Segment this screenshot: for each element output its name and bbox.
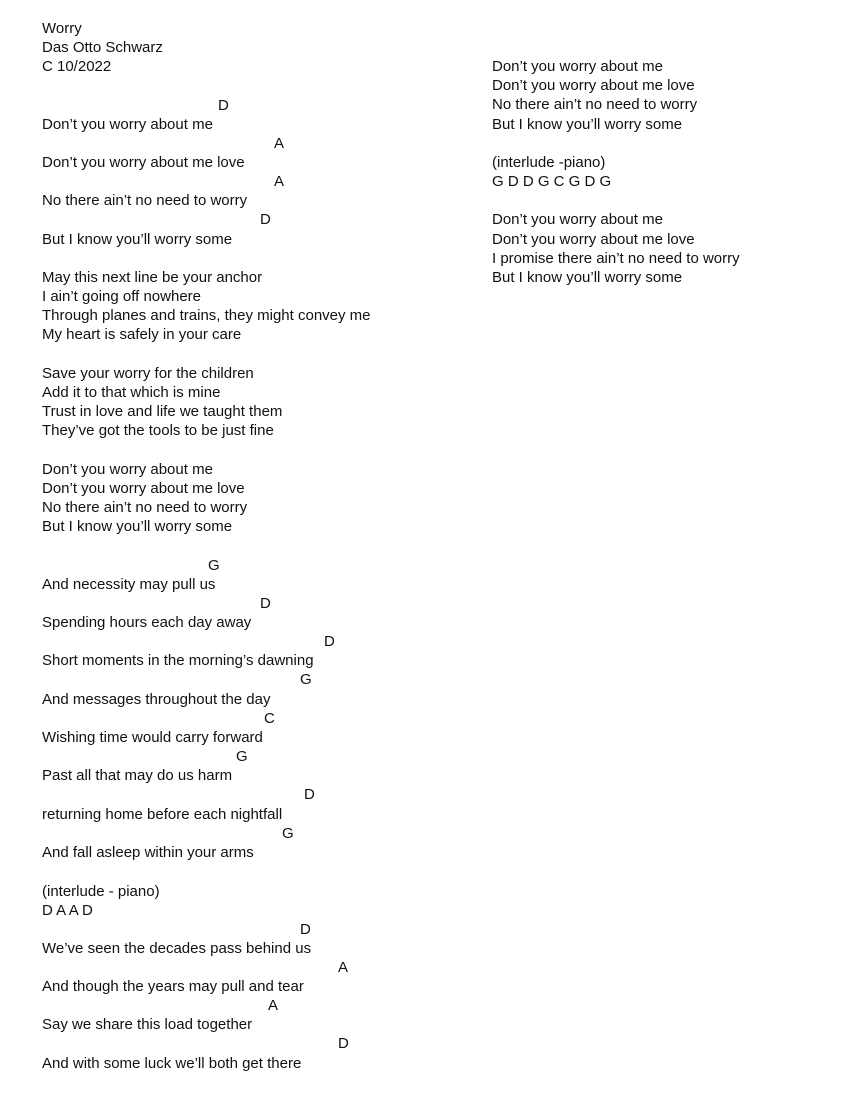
chord: A <box>274 173 285 190</box>
interlude-label: (interlude -piano) <box>492 154 606 171</box>
chord: D <box>218 97 229 114</box>
lyric-line: And fall asleep within your arms <box>42 844 254 861</box>
lyric-line: Don’t you worry about me <box>492 58 663 75</box>
chord: D <box>338 1035 349 1052</box>
lyric-line: Save your worry for the children <box>42 365 254 382</box>
chord: D <box>300 921 311 938</box>
lyric-line: Don’t you worry about me love <box>492 77 695 94</box>
chord: C <box>264 710 275 727</box>
lyric-line: And though the years may pull and tear <box>42 978 304 995</box>
chord: D <box>260 595 271 612</box>
lyric-line: Don’t you worry about me <box>42 461 213 478</box>
lyric-line: And necessity may pull us <box>42 576 216 593</box>
lyric-line: And with some luck we’ll both get there <box>42 1055 302 1072</box>
lyric-line: We’ve seen the decades pass behind us <box>42 940 312 957</box>
lyric-line: Short moments in the morning’s dawning <box>42 652 314 669</box>
lyric-line: Don’t you worry about me love <box>42 154 245 171</box>
lyric-line: I ain’t going off nowhere <box>42 288 202 305</box>
chord: A <box>274 135 285 152</box>
chord: A <box>268 997 279 1014</box>
lyric-line: They’ve got the tools to be just fine <box>42 422 274 439</box>
lyric-line: No there ain’t no need to worry <box>42 192 248 209</box>
interlude-chords: D A A D <box>42 902 93 919</box>
lyric-line: No there ain’t no need to worry <box>492 96 698 113</box>
lyric-line: And messages throughout the day <box>42 691 271 708</box>
lyric-line: Say we share this load together <box>42 1016 253 1033</box>
lyric-line: But I know you’ll worry some <box>492 116 683 133</box>
song-title: Worry <box>42 20 82 37</box>
lyric-line: But I know you’ll worry some <box>492 269 683 286</box>
lyric-line: Don’t you worry about me love <box>42 480 245 497</box>
lyric-line: May this next line be your anchor <box>42 269 263 286</box>
interlude-chords: G D D G C G D G <box>492 173 612 190</box>
chord: G <box>208 557 220 574</box>
lyric-line: returning home before each nightfall <box>42 806 283 823</box>
chord: A <box>338 959 349 976</box>
lyric-line: Past all that may do us harm <box>42 767 233 784</box>
lyric-line: Don’t you worry about me love <box>492 231 695 248</box>
lyric-line: Don’t you worry about me <box>492 211 663 228</box>
chord: D <box>324 633 335 650</box>
lyric-line: I promise there ain’t no need to worry <box>492 250 740 267</box>
song-copyright: C 10/2022 <box>42 58 112 75</box>
chord: D <box>260 211 271 228</box>
chord: D <box>304 786 315 803</box>
lyric-line: Spending hours each day away <box>42 614 252 631</box>
lyric-line: My heart is safely in your care <box>42 326 242 343</box>
lyric-line: Wishing time would carry forward <box>42 729 263 746</box>
lyric-line: Add it to that which is mine <box>42 384 221 401</box>
lyric-line: No there ain’t no need to worry <box>42 499 248 516</box>
chord: G <box>236 748 248 765</box>
song-artist: Das Otto Schwarz <box>42 39 163 56</box>
lyric-line: Don’t you worry about me <box>42 116 213 133</box>
lyric-line: But I know you’ll worry some <box>42 518 233 535</box>
chord: G <box>300 671 312 688</box>
lyric-line: But I know you’ll worry some <box>42 231 233 248</box>
lyric-line: Through planes and trains, they might convey me <box>42 307 371 324</box>
interlude-label: (interlude - piano) <box>42 883 160 900</box>
lyric-line: Trust in love and life we taught them <box>42 403 283 420</box>
chord: G <box>282 825 294 842</box>
